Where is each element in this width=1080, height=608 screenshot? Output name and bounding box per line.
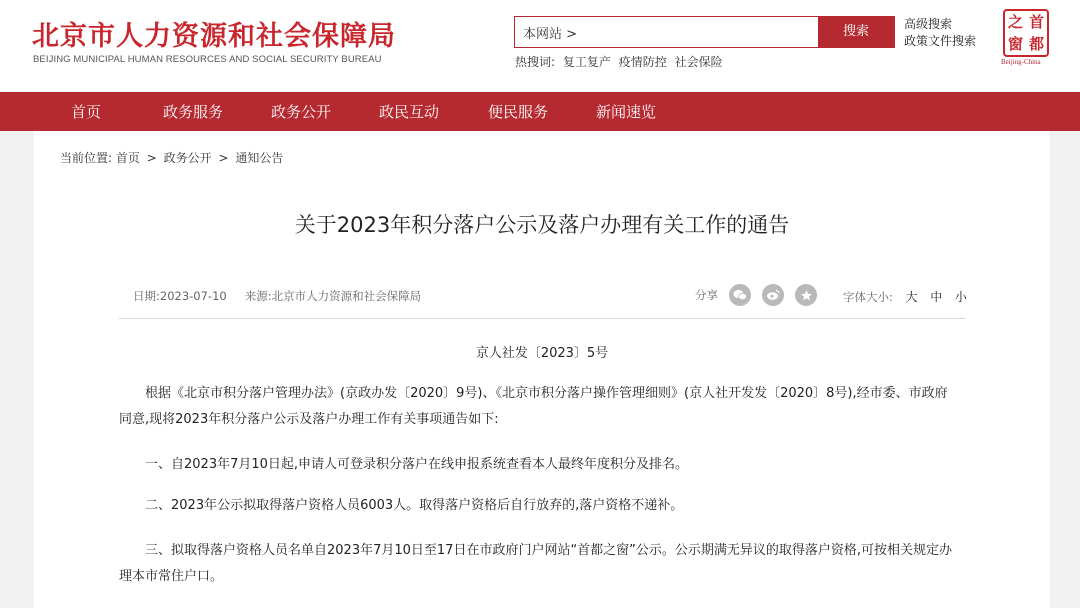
site-header [0, 0, 1080, 92]
site-logo-title[interactable]: 北京市人力资源和社会保障局 [32, 21, 396, 52]
article-date: 日期:2023-07-10 [133, 289, 227, 303]
seal-char: 窗 [1007, 35, 1023, 53]
wechat-icon[interactable] [729, 284, 751, 306]
nav-item-public-services[interactable]: 便民服务 [488, 103, 549, 121]
search-button[interactable]: 搜索 [818, 17, 894, 47]
site-logo-subtitle: BEIJING MUNICIPAL HUMAN RESOURCES AND SOCIAL SECURITY BUREAU [33, 54, 382, 65]
article-source: 来源:北京市人力资源和社会保障局 [244, 289, 422, 303]
font-size-label: 字体大小: [843, 290, 893, 304]
breadcrumb-item-home[interactable]: 首页 [115, 151, 140, 165]
article-paragraph: 二、2023年公示拟取得落户资格人员6003人。取得落户资格后自行放弃的,落户资格不递补。 [145, 498, 684, 513]
search-scope-selector[interactable]: 本网站 > [523, 27, 578, 42]
document-number: 京人社发〔2023〕5号 [475, 346, 609, 361]
article-paragraph: 三、拟取得落户资格人员名单自2023年7月10日至17日在市政府门户网站“首都之窗”公示。公示期满无异议的取得落户资格,可按相关规定办理本市常住户口。 [119, 543, 953, 584]
article-title: 关于2023年积分落户公示及落户办理有关工作的通告 [294, 213, 790, 237]
policy-search-link[interactable]: 政策文件搜索 [904, 34, 977, 48]
font-size-large[interactable]: 大 [905, 290, 918, 304]
article-paragraph: 根据《北京市积分落户管理办法》(京政办发〔2020〕9号)、《北京市积分落户操作管理细则》(京人社开发发〔2020〕8号),经市委、市政府同意,现将2023年积分落户公示及落户办理工作有关事项通告如下: [119, 386, 948, 427]
nav-item-home[interactable]: 首页 [71, 103, 102, 121]
main-nav [0, 92, 1080, 131]
nav-item-interaction[interactable]: 政民互动 [379, 103, 440, 121]
share-label: 分享 [695, 288, 718, 302]
breadcrumb-item-notices[interactable]: 通知公告 [235, 151, 284, 165]
seal-char: 都 [1028, 35, 1044, 53]
capital-window-logo[interactable] [1003, 9, 1049, 57]
hot-word-link[interactable]: 复工复产 [562, 55, 611, 69]
hot-word-link[interactable]: 社会保险 [674, 55, 723, 69]
font-size-small[interactable]: 小 [954, 290, 967, 304]
article-meta [133, 288, 421, 304]
seal-char: 首 [1028, 13, 1044, 31]
hot-search-words [515, 53, 723, 70]
font-size-medium[interactable]: 中 [930, 290, 943, 304]
article-container [34, 131, 1050, 608]
nav-item-gov-affairs[interactable]: 政务公开 [271, 103, 332, 121]
share-bar [695, 284, 817, 306]
breadcrumb [60, 149, 283, 166]
search-links [904, 16, 976, 50]
meta-divider [119, 318, 965, 319]
advanced-search-link[interactable]: 高级搜索 [904, 17, 953, 31]
article-paragraph: 一、自2023年7月10日起,申请人可登录积分落户在线申报系统查看本人最终年度积分及排名。 [145, 457, 689, 472]
hot-word-link[interactable]: 疫情防控 [618, 55, 667, 69]
breadcrumb-prefix: 当前位置: [60, 151, 113, 165]
hot-search-label: 热搜词: [515, 55, 556, 69]
nav-item-gov-services[interactable]: 政务服务 [163, 103, 224, 121]
breadcrumb-separator: > [218, 151, 229, 165]
seal-char: 之 [1007, 13, 1023, 31]
capital-window-logo-caption: Beijing-China [1001, 58, 1041, 66]
breadcrumb-item-gov-affairs[interactable]: 政务公开 [163, 151, 212, 165]
search-input[interactable] [514, 16, 895, 48]
font-size-control [843, 288, 967, 305]
breadcrumb-separator: > [146, 151, 157, 165]
weibo-icon[interactable] [762, 284, 784, 306]
nav-item-news[interactable]: 新闻速览 [596, 103, 657, 121]
favorite-star-icon[interactable] [795, 284, 817, 306]
